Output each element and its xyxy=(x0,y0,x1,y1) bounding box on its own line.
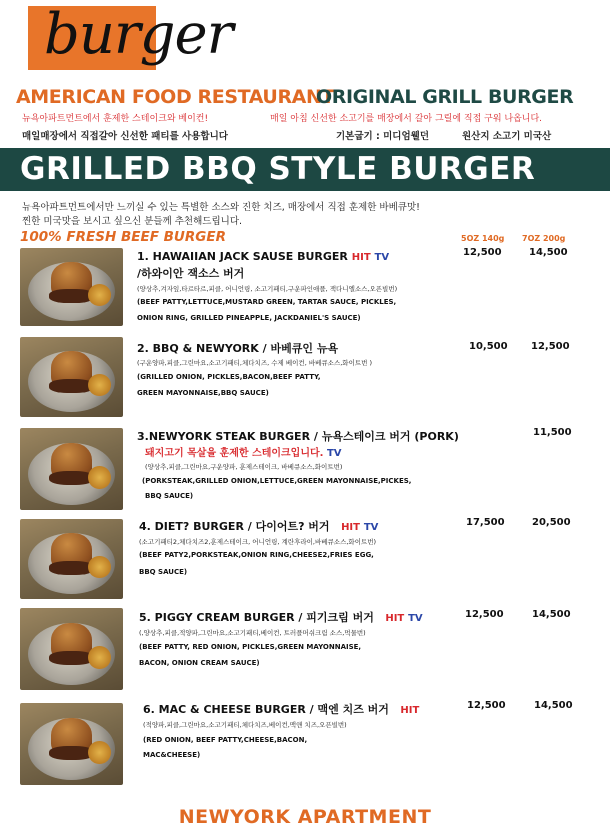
item-ko-desc-1: (양상추,겨자잎,타르타르,피클, 어니언링, 소고기패티,구운파인애플, 잭다니엘소스,오픈빌번) xyxy=(137,285,398,293)
item-en-desc-5a: (BEEF PATTY, RED ONION, PICKLES,GREEN MAYONNAISE, xyxy=(139,643,362,651)
item-en-desc-3a: (PORKSTEAK,GRILLED ONION,LETTUCE,GREEN MAYONNAISE,PICKES, xyxy=(142,477,412,485)
price-large-2: 12,500 xyxy=(531,341,570,352)
item-en-desc-3b: BBQ SAUCE) xyxy=(145,492,194,500)
item-title-6: 6. MAC & CHEESE BURGER / 맥엔 치즈 버거 HIT xyxy=(143,703,420,716)
intro-line-1: 뉴욕아파트먼트에서만 느끼실 수 있는 특별한 소스와 진한 치즈, 매장에서 직접 훈제한 바베큐맛! xyxy=(22,202,420,213)
item-title-4: 4. DIET? BURGER / 다이어트? 버거 HIT TV xyxy=(139,520,379,533)
price-small-4: 17,500 xyxy=(466,517,505,528)
burger-photo-2 xyxy=(20,337,123,417)
fresh-beef-heading: 100% FRESH BEEF BURGER xyxy=(20,229,226,245)
price-small-1: 12,500 xyxy=(463,247,502,258)
hit-badge-5: HIT xyxy=(385,613,405,624)
smoked-note: 뉴욕아파트먼트에서 훈제한 스테이크와 베이컨! xyxy=(22,114,209,124)
burger-photo-5 xyxy=(20,608,123,690)
size-small-header: 5OZ 140g xyxy=(461,234,505,243)
burger-photo-6 xyxy=(20,703,123,785)
grill-tagline: ORIGINAL GRILL BURGER xyxy=(316,86,574,108)
item-title-2: 2. BBQ & NEWYORK / 바베큐인 뉴욕 xyxy=(137,342,339,355)
item-ko-desc-6: (적양파,피클,그린마요,소고기패티,체다치즈,베이컨,맥앤 치즈,오픈빌번) xyxy=(143,721,347,729)
item-ko-desc-5: (,양상추,피클,적양파,그린마요,소고기패티,베이컨, 트러플머쉬크림 소스,먹물번) xyxy=(139,629,366,637)
burger-photo-3 xyxy=(20,428,123,510)
section-banner xyxy=(0,148,610,191)
doneness-note: 기본굽기 : 미디엄웰던 xyxy=(336,131,430,142)
hit-badge-1: HIT xyxy=(351,252,371,263)
logo-block xyxy=(28,2,233,70)
restaurant-tagline: AMERICAN FOOD RESTAURANT xyxy=(16,86,335,108)
tv-badge-3: TV xyxy=(326,448,342,459)
burger-photo-4 xyxy=(20,519,123,599)
origin-note: 원산지 소고기 미국산 xyxy=(462,131,552,142)
price-large-4: 20,500 xyxy=(532,517,571,528)
item-title-3: 3.NEWYORK STEAK BURGER / 뉴욕스테이크 버거 (PORK) xyxy=(137,430,459,443)
item-ko-desc-3: (양상추,피클,그린마요,구운양파, 훈제스테이크, 바베큐소스,화이트번) xyxy=(145,463,343,471)
item-subtitle-1: /하와이안 잭소스 버거 xyxy=(137,267,245,280)
price-large-6: 14,500 xyxy=(534,700,573,711)
item-en-desc-2b: GREEN MAYONNAISE,BBQ SAUCE) xyxy=(137,389,269,397)
size-large-header: 7OZ 200g xyxy=(522,234,566,243)
tv-badge-5: TV xyxy=(408,613,423,624)
item-title-1: 1. HAWAIIAN JACK SAUSE BURGER HIT TV xyxy=(137,250,390,263)
logo-text: burger xyxy=(44,2,233,67)
hit-badge-6: HIT xyxy=(400,705,420,716)
fresh-beef-note: 매일 아침 신선한 소고기를 매장에서 갈아 그릴에 직접 구워 나옵니다. xyxy=(270,114,543,124)
section-title: GRILLED BBQ STYLE BURGER xyxy=(20,151,536,187)
price-large-5: 14,500 xyxy=(532,609,571,620)
item-ko-desc-2: (구운양파,피클,그린마요,소고기패티,체다치즈, 수제 베이컨, 바베큐소스,화이트번 ) xyxy=(137,359,373,367)
hit-badge-4: HIT xyxy=(341,522,360,533)
item-en-desc-4b: BBQ SAUCE) xyxy=(139,568,188,576)
tv-badge-4: TV xyxy=(363,522,379,533)
price-small-5: 12,500 xyxy=(465,609,504,620)
price-small-6: 12,500 xyxy=(467,700,506,711)
item-title-5: 5. PIGGY CREAM BURGER / 피기크림 버거 HIT TV xyxy=(139,611,423,624)
item-ko-desc-4: (소고기패티2,체다치즈2,훈제스테이크, 어니언링, 계란후라이,바베큐소스,화이트번) xyxy=(139,538,377,546)
item-en-desc-1a: (BEEF PATTY,LETTUCE,MUSTARD GREEN, TARTAR SAUCE, PICKLES, xyxy=(137,298,397,306)
footer-brand: NEWYORK APARTMENT xyxy=(178,806,432,828)
burger-photo-1 xyxy=(20,248,123,326)
price-large-1: 14,500 xyxy=(529,247,568,258)
item-en-desc-6b: MAC&CHEESE) xyxy=(143,751,201,759)
price-large-3: 11,500 xyxy=(533,427,572,438)
item-en-desc-1b: ONION RING, GRILLED PINEAPPLE, JACKDANIEL'S SAUCE) xyxy=(137,314,361,322)
patty-note: 매일매장에서 직접갈아 신선한 패티를 사용합니다 xyxy=(22,131,228,142)
intro-line-2: 찐한 미국맛을 보시고 싶으신 분들께 추천해드립니다. xyxy=(22,216,243,227)
price-small-2: 10,500 xyxy=(469,341,508,352)
item-en-desc-6a: (RED ONION, BEEF PATTY,CHEESE,BACON, xyxy=(143,736,308,744)
item-en-desc-4a: (BEEF PATY2,PORKSTEAK,ONION RING,CHEESE2,FRIES EGG, xyxy=(139,551,374,559)
item-en-desc-5b: BACON, ONION CREAM SAUCE) xyxy=(139,659,260,667)
item-en-desc-2a: (GRILLED ONION, PICKLES,BACON,BEEF PATTY, xyxy=(137,373,321,381)
tv-badge-1: TV xyxy=(374,252,390,263)
item-notice-3: 돼지고기 목살을 훈제한 스테이크입니다. TV xyxy=(145,448,342,459)
